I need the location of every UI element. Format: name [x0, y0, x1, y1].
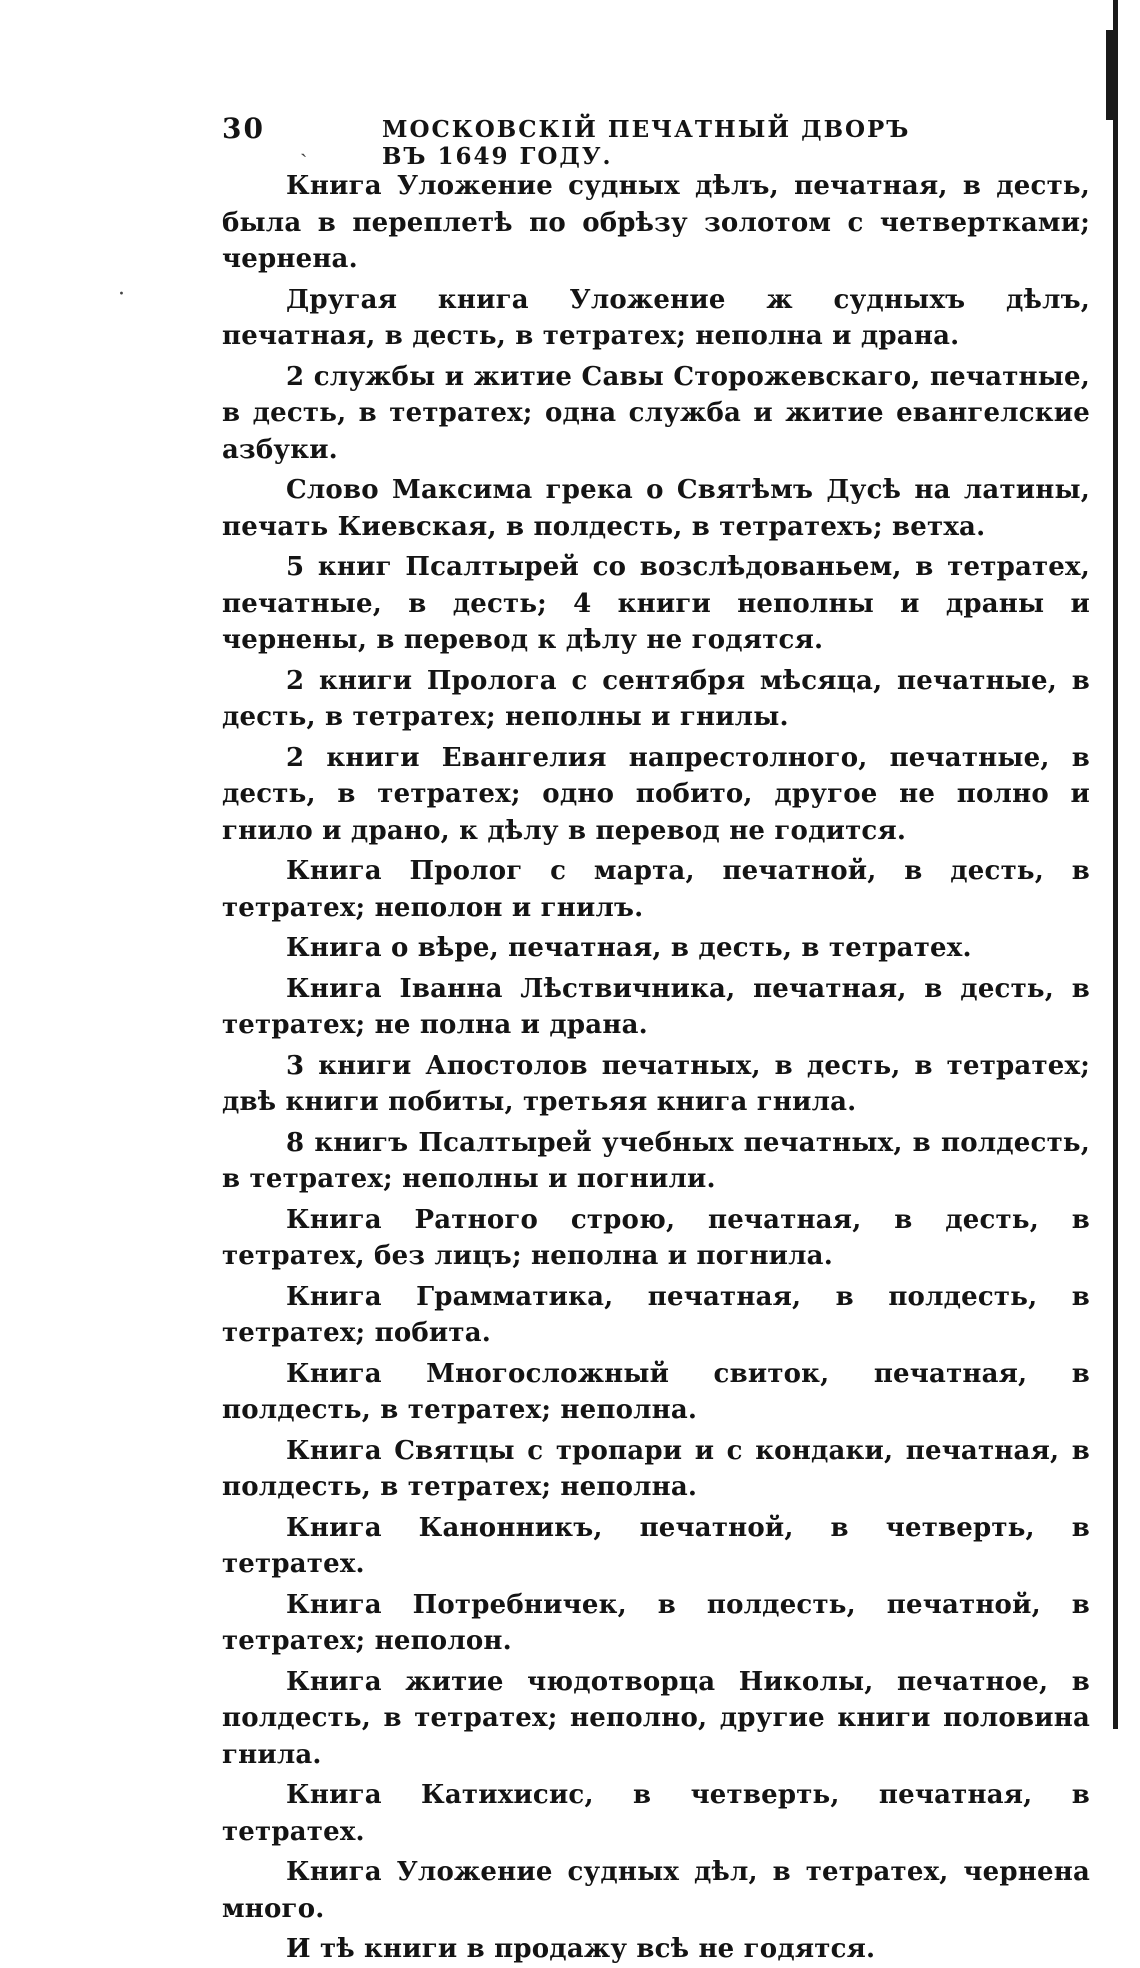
page-number: 30 [222, 112, 265, 145]
paragraph: Книга Уложение судных дѣлъ, печатная, в десть, была в переплетѣ по обрѣзу золотом с четвертками; чернена. [222, 171, 1090, 274]
paragraph: 5 книг Псалтырей со возслѣдованьем, в тетратех, печатные, в десть; 4 книги неполны и драны и чернены, в перевод к дѣлу не годятся. [222, 552, 1090, 655]
paragraph: Книга Пролог с марта, печатной, в десть, в тетратех; неполон и гнилъ. [222, 856, 1090, 923]
paragraph: 8 книгъ Псалтырей учебных печатных, в полдесть, в тетратех; неполны и погнили. [222, 1127, 1090, 1194]
paragraph: И тѣ книги в продажу всѣ не годятся. [286, 1934, 876, 1964]
paragraph: Книга Уложение судных дѣл, в тетратех, чернена много. [222, 1857, 1090, 1924]
page-edge-shadow-top [1106, 30, 1118, 120]
paragraph: Книга Святцы с тропари и с кондаки, печатная, в полдесть, в тетратех; неполна. [222, 1435, 1090, 1502]
paragraph: 2 книги Евангелия напрестолного, печатные, в десть, в тетратех; одно побито, другое не полно и гнило и драно, к дѣлу в перевод не годится. [222, 742, 1090, 846]
paragraph: 3 книги Апостолов печатных, в десть, в тетратех; двѣ книги побиты, третьяя книга гнила. [222, 1050, 1090, 1117]
running-title: МОСКОВСКІЙ ПЕЧАТНЫЙ ДВОРЪ ВЪ 1649 ГОДУ. [382, 116, 911, 170]
paragraph: Слово Максима грека о Святѣмъ Дусѣ на латины, печать Киевская, в полдесть, в тетратехъ; ветха. [222, 475, 1090, 542]
paragraph: Книга Катихисис, в четверть, печатная, в тетратех. [222, 1780, 1090, 1847]
paragraph: Книга Грамматика, печатная, в полдесть, в тетратех; побита. [222, 1281, 1090, 1348]
paragraph: Другая книга Уложение ж судныхъ дѣлъ, печатная, в десть, в тетратех; неполна и драна. [222, 284, 1090, 351]
paragraph: Книга Канонникъ, печатной, в четверть, в тетратех. [222, 1512, 1090, 1579]
page-header [222, 112, 912, 170]
stray-mark: · [118, 282, 125, 307]
paragraph: Книга житие чюдотворца Николы, печатное, в полдесть, в тетратех; неполно, другие книги половина гнила. [222, 1666, 1090, 1770]
paragraph: Книга Іванна Лѣствичника, печатная, в десть, в тетратех; не полна и драна. [222, 973, 1090, 1040]
stray-mark: ˏ [300, 133, 308, 158]
paragraph: Книга Потребничек, в полдесть, печатной, в тетратех; неполон. [222, 1589, 1090, 1656]
paragraph: 2 книги Пролога с сентября мѣсяца, печатные, в десть, в тетратех; неполны и гнилы. [222, 665, 1090, 732]
paragraph: Книга Ратного строю, печатная, в десть, в тетратех, без лицъ; неполна и погнила. [222, 1204, 1090, 1271]
paragraph: Книга Многосложный свиток, печатная, в полдесть, в тетратех; неполна. [222, 1358, 1090, 1425]
page-edge-shadow [1113, 0, 1118, 1729]
paragraph: Книга о вѣре, печатная, в десть, в тетратех. [286, 933, 972, 963]
body-text [222, 168, 1090, 1968]
paragraph: 2 службы и житие Савы Сторожевскаго, печатные, в десть, в тетратех; одна служба и житие евангелские азбуки. [222, 361, 1090, 465]
